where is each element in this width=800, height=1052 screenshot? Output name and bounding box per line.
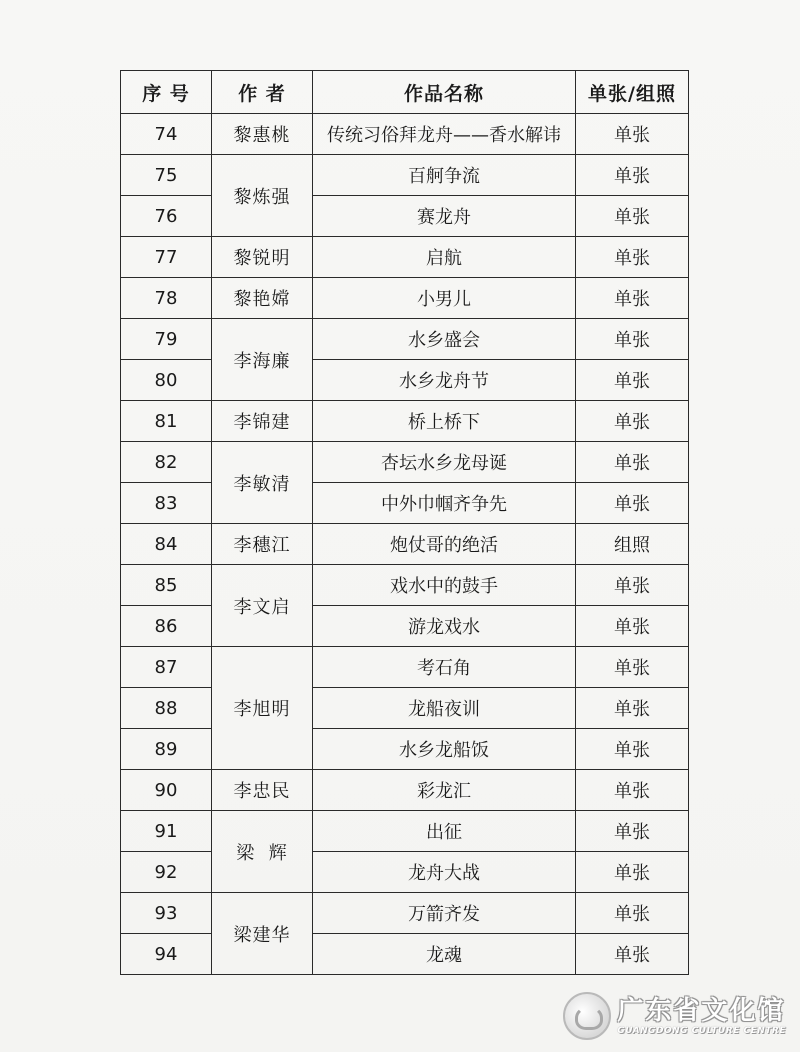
row-number: 92 xyxy=(121,852,212,893)
table-row xyxy=(121,524,689,565)
row-number: 75 xyxy=(121,155,212,196)
row-author: 黎炼强 xyxy=(212,155,313,237)
row-type: 单张 xyxy=(576,401,689,442)
row-type: 单张 xyxy=(576,688,689,729)
watermark-text xyxy=(617,996,786,1036)
table-row xyxy=(121,852,689,893)
row-number: 78 xyxy=(121,278,212,319)
row-type: 单张 xyxy=(576,934,689,975)
table-row xyxy=(121,360,689,401)
table-row xyxy=(121,606,689,647)
table-row xyxy=(121,114,689,155)
row-number: 80 xyxy=(121,360,212,401)
row-number: 87 xyxy=(121,647,212,688)
row-type: 单张 xyxy=(576,196,689,237)
row-title: 炮仗哥的绝活 xyxy=(313,524,576,565)
row-title: 戏水中的鼓手 xyxy=(313,565,576,606)
row-title: 百舸争流 xyxy=(313,155,576,196)
row-type: 单张 xyxy=(576,647,689,688)
table-row xyxy=(121,647,689,688)
row-number: 88 xyxy=(121,688,212,729)
row-type: 单张 xyxy=(576,319,689,360)
row-type: 单张 xyxy=(576,483,689,524)
table-row xyxy=(121,811,689,852)
table-row xyxy=(121,196,689,237)
row-author: 李海廉 xyxy=(212,319,313,401)
table-row xyxy=(121,893,689,934)
row-number: 76 xyxy=(121,196,212,237)
row-number: 82 xyxy=(121,442,212,483)
row-type: 组照 xyxy=(576,524,689,565)
table-row xyxy=(121,401,689,442)
row-type: 单张 xyxy=(576,893,689,934)
entries-table xyxy=(120,70,689,975)
row-title: 传统习俗拜龙舟——香水解讳 xyxy=(313,114,576,155)
row-number: 83 xyxy=(121,483,212,524)
row-type: 单张 xyxy=(576,729,689,770)
watermark-cn: 广东省文化馆 xyxy=(617,996,786,1026)
header-title: 作品名称 xyxy=(313,71,576,114)
header-type: 单张/组照 xyxy=(576,71,689,114)
row-title: 桥上桥下 xyxy=(313,401,576,442)
row-title: 考石角 xyxy=(313,647,576,688)
row-title: 赛龙舟 xyxy=(313,196,576,237)
row-title: 中外巾帼齐争先 xyxy=(313,483,576,524)
row-number: 89 xyxy=(121,729,212,770)
row-author: 梁 辉 xyxy=(212,811,313,893)
table-header-row xyxy=(121,71,689,114)
table-row xyxy=(121,278,689,319)
table-row xyxy=(121,729,689,770)
row-author: 李旭明 xyxy=(212,647,313,770)
table-row xyxy=(121,770,689,811)
row-title: 小男儿 xyxy=(313,278,576,319)
row-type: 单张 xyxy=(576,442,689,483)
row-type: 单张 xyxy=(576,114,689,155)
row-title: 龙船夜训 xyxy=(313,688,576,729)
row-number: 85 xyxy=(121,565,212,606)
row-number: 91 xyxy=(121,811,212,852)
header-author: 作 者 xyxy=(212,71,313,114)
table-row xyxy=(121,483,689,524)
row-author: 李忠民 xyxy=(212,770,313,811)
guangdong-culture-centre-logo-icon xyxy=(563,992,611,1040)
row-title: 彩龙汇 xyxy=(313,770,576,811)
row-author: 李锦建 xyxy=(212,401,313,442)
header-number: 序 号 xyxy=(121,71,212,114)
row-type: 单张 xyxy=(576,237,689,278)
row-author: 李文启 xyxy=(212,565,313,647)
row-title: 杏坛水乡龙母诞 xyxy=(313,442,576,483)
row-author: 黎艳嫦 xyxy=(212,278,313,319)
row-author: 黎锐明 xyxy=(212,237,313,278)
row-type: 单张 xyxy=(576,565,689,606)
row-type: 单张 xyxy=(576,770,689,811)
row-number: 93 xyxy=(121,893,212,934)
row-number: 84 xyxy=(121,524,212,565)
row-type: 单张 xyxy=(576,852,689,893)
table-row xyxy=(121,319,689,360)
watermark-en: GUANGDONG CULTURE CENTRE xyxy=(617,1026,786,1036)
row-author: 李穗江 xyxy=(212,524,313,565)
table-row xyxy=(121,237,689,278)
row-number: 90 xyxy=(121,770,212,811)
table-row xyxy=(121,688,689,729)
table-row xyxy=(121,565,689,606)
row-type: 单张 xyxy=(576,360,689,401)
watermark-logo xyxy=(563,992,786,1040)
row-type: 单张 xyxy=(576,155,689,196)
row-title: 水乡龙舟节 xyxy=(313,360,576,401)
row-title: 出征 xyxy=(313,811,576,852)
row-title: 启航 xyxy=(313,237,576,278)
row-title: 万箭齐发 xyxy=(313,893,576,934)
row-number: 81 xyxy=(121,401,212,442)
row-type: 单张 xyxy=(576,811,689,852)
row-number: 79 xyxy=(121,319,212,360)
row-author: 李敏清 xyxy=(212,442,313,524)
row-title: 水乡龙船饭 xyxy=(313,729,576,770)
row-type: 单张 xyxy=(576,606,689,647)
row-author: 梁建华 xyxy=(212,893,313,975)
row-title: 龙魂 xyxy=(313,934,576,975)
row-author: 黎惠桃 xyxy=(212,114,313,155)
table-row xyxy=(121,155,689,196)
row-title: 游龙戏水 xyxy=(313,606,576,647)
row-title: 龙舟大战 xyxy=(313,852,576,893)
row-number: 74 xyxy=(121,114,212,155)
table-row xyxy=(121,934,689,975)
row-number: 86 xyxy=(121,606,212,647)
table-row xyxy=(121,442,689,483)
row-type: 单张 xyxy=(576,278,689,319)
row-number: 77 xyxy=(121,237,212,278)
row-title: 水乡盛会 xyxy=(313,319,576,360)
row-number: 94 xyxy=(121,934,212,975)
